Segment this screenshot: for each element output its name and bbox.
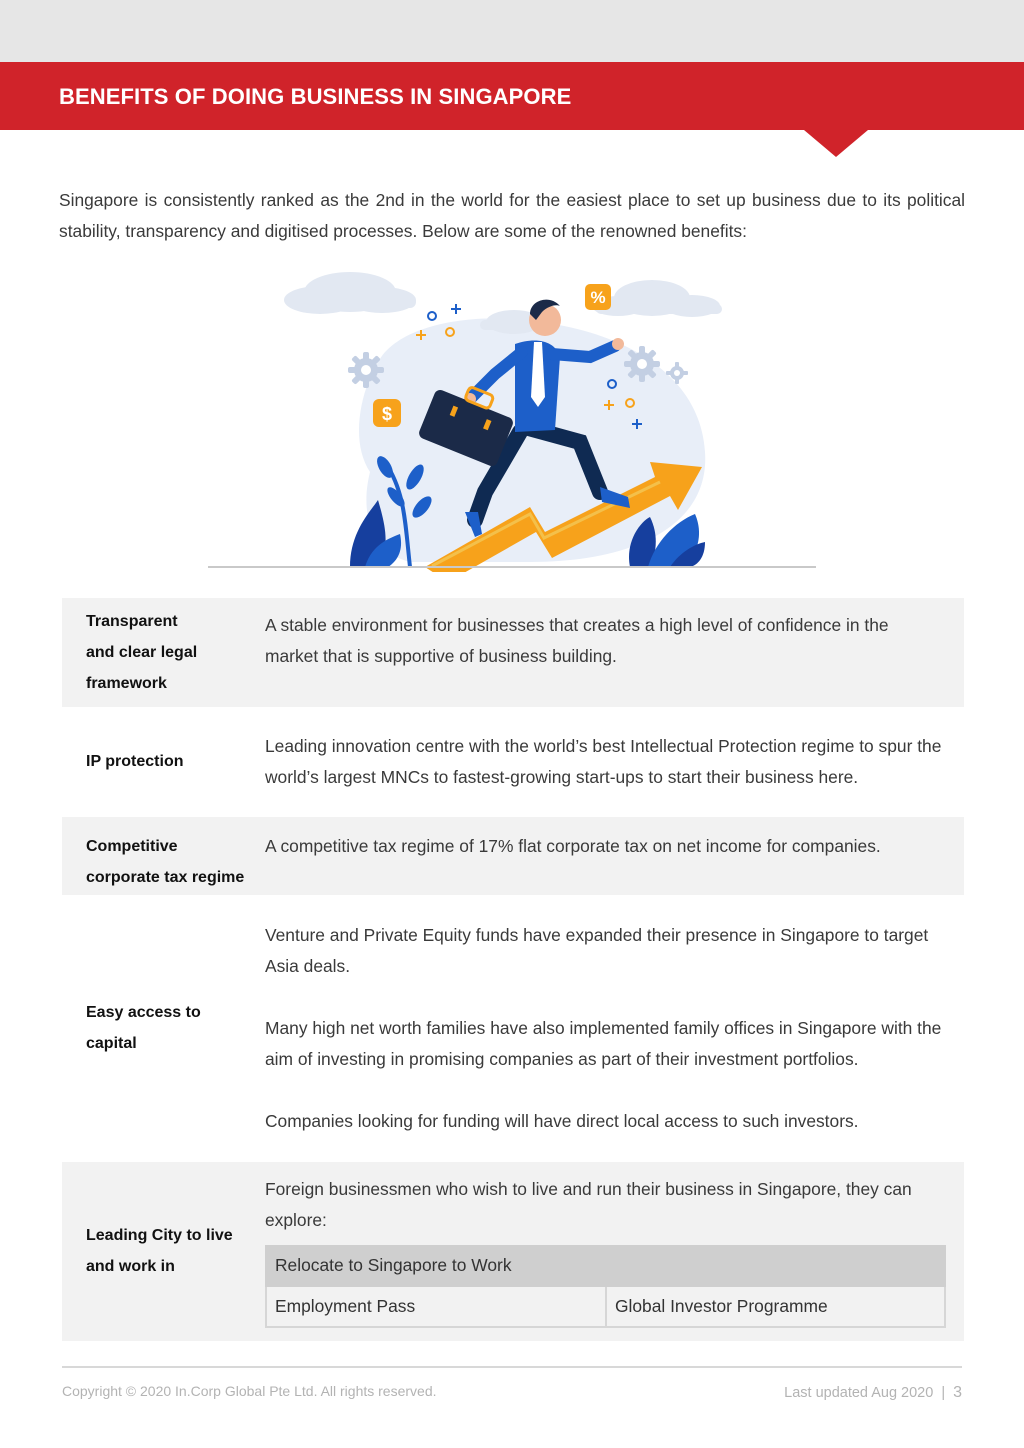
gear-icon: [348, 352, 384, 388]
benefit-row: [62, 1161, 964, 1341]
last-updated: Last updated Aug 2020: [784, 1385, 934, 1401]
benefit-row: [62, 895, 964, 1161]
percent-symbol: %: [590, 288, 606, 307]
footer-separator: |: [941, 1385, 946, 1401]
benefit-row: [62, 816, 964, 895]
description-paragraph: Venture and Private Equity funds have expanded their presence in Singapore to target Asia deals.: [265, 924, 929, 976]
benefit-row: [62, 598, 964, 707]
relocate-option: Global Investor Programme: [606, 1286, 945, 1327]
page-number: 3: [953, 1384, 962, 1401]
cloud-right: [592, 280, 722, 317]
description-paragraph: Foreign businessmen who wish to live and run their business in Singapore, they can explore:: [265, 1178, 912, 1230]
cloud-left: [284, 272, 416, 314]
page-title: BENEFITS OF DOING BUSINESS IN SINGAPORE: [59, 84, 572, 109]
copyright-text: Copyright © 2020 In.Corp Global Pte Ltd. All rights reserved.: [62, 1383, 437, 1399]
intro-paragraph: Singapore is consistently ranked as the 2nd in the world for the easiest place to set up business due to its political stability, transparency and digitised processes. Below are some of the renowned benefits:: [59, 190, 965, 241]
benefit-description: A stable environment for businesses that creates a high level of confidence in the market that is supportive of business building.: [265, 615, 889, 666]
benefit-title: Transparent and clear legal framework: [86, 612, 198, 692]
business-growth-illustration: [200, 262, 824, 572]
benefit-title: Easy access to capital: [86, 1004, 201, 1052]
benefit-title: Leading City to live and work in: [86, 1227, 233, 1275]
description-paragraph: Many high net worth families have also implemented family offices in Singapore with the aim of investing in promising companies as part of their investment portfolios.: [265, 1017, 942, 1069]
top-band: [0, 0, 1024, 62]
benefit-description: [265, 895, 964, 1161]
description-paragraph: Companies looking for funding will have direct local access to such investors.: [265, 1110, 859, 1131]
benefit-description: A competitive tax regime of 17% flat corporate tax on net income for companies.: [265, 835, 881, 856]
gear-icon: [624, 346, 660, 382]
benefit-row: [62, 707, 964, 816]
dollar-symbol: $: [381, 404, 393, 424]
relocate-option: Employment Pass: [266, 1286, 606, 1327]
footer-meta: [784, 1384, 962, 1402]
footer-divider: [62, 1366, 962, 1368]
benefits-table: [62, 598, 964, 1342]
banner-notch: [804, 130, 868, 157]
relocate-table: [265, 1245, 946, 1328]
relocate-table-header: Relocate to Singapore to Work: [266, 1246, 945, 1286]
benefit-title: Competitive corporate tax regime: [86, 837, 245, 886]
benefit-description: [265, 1161, 964, 1341]
benefit-title: IP protection: [86, 753, 184, 770]
benefit-description: Leading innovation centre with the world’s best Intellectual Protection regime to spur the world’s largest MNCs to fastest-growing start-ups to start their business here.: [265, 735, 942, 787]
